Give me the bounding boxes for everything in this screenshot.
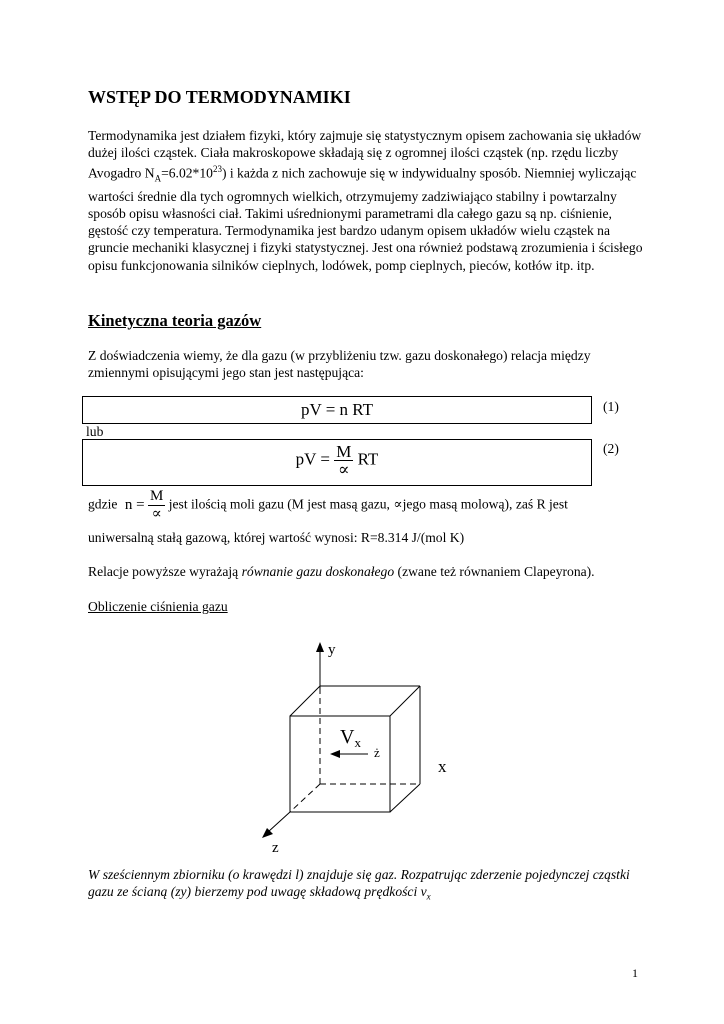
y-axis-label: y	[328, 642, 336, 658]
paragraph-experience: Z doświadczenia wiemy, że dla gazu (w przybliżeniu tzw. gazu doskonałego) relacja między zmiennymi opisującymi jego stan jest następująca:	[88, 348, 591, 381]
velocity-arrow-head	[330, 750, 340, 758]
x-axis-label: x	[438, 757, 447, 776]
cube-edge	[390, 686, 420, 716]
equation-2-box	[82, 439, 592, 486]
equation-1-number: (1)	[603, 399, 619, 414]
diagram-caption: W sześciennym zbiorniku (o krawędzi l) znajduje się gaz. Rozpatrując zderzenie pojedynczej cząstki gazu ze ścianą (zy) bierzemy pod uwagę składową prędkości $v_x$	[88, 867, 630, 902]
particle-label: ż	[374, 745, 380, 760]
cube-diagram	[250, 636, 480, 858]
gas-constant: uniwersalną stałą gazową, której wartość wynosi: R=8.314 J/(mol K)	[88, 530, 465, 545]
z-axis-label: z	[272, 840, 279, 856]
z-axis-line	[268, 812, 290, 832]
z-axis-dashed	[290, 784, 320, 812]
section-title: Kinetyczna teoria gazów	[88, 311, 262, 330]
clapeyron-text: Relacje powyższe wyrażają równanie gazu doskonałego (zwane też równaniem Clapeyrona).	[88, 564, 595, 579]
equation-2-number: (2)	[603, 441, 619, 456]
intro-paragraph: Termodynamika jest działem fizyki, który zajmuje się statystycznym opisem zachowania się układów dużej ilości cząstek. Ciała makroskopowe składają się z ogromnej ilości cząstek (np. rzędu liczby Avogadro $N_A=6.02*10^{23}$) i każda z nich zachowuje się w indywidualny sposób. Niemniej wyliczając wartości średnie dla tych ogromnych wielkich, otrzymujemy zadziwiająco stabilny i powtarzalny sposób opisu własności ciał. Takimi uśrednionymi parametrami dla całego gazu są np. ciśnienie, gęstość czy temperatura. Termodynamika jest bardzo udanym opisem układów wielu cząstek na gruncie mechaniki klasycznej i fizyki statystycznej. Jest ona również podstawą zrozumienia i ścisłego opisu funkcjonowania silników cieplnych, lodówek, pomp cieplnych, pieców, kotłów itp. itp.	[88, 128, 643, 273]
equation-2: pV = $\frac{M}{\propto}$ RT	[295, 442, 379, 479]
cube-edge	[390, 784, 420, 812]
subsection-pressure: Obliczenie ciśnienia gazu	[88, 599, 228, 614]
equation-1-box	[82, 396, 592, 424]
mole-definition: gdzie n = $\frac{M}{\propto}$ jest ilością moli gazu (M jest masą gazu, ∝jego masą molową), zaś R jest	[88, 488, 568, 522]
page-number: 1	[632, 966, 638, 980]
y-axis-arrow	[316, 642, 324, 652]
cube-edge	[290, 686, 320, 716]
equation-1: pV = n RT	[300, 400, 373, 419]
lub-text: lub	[86, 424, 104, 439]
document-title: WSTĘP DO TERMODYNAMIKI	[88, 87, 351, 107]
velocity-label: $V_x$	[340, 726, 361, 750]
